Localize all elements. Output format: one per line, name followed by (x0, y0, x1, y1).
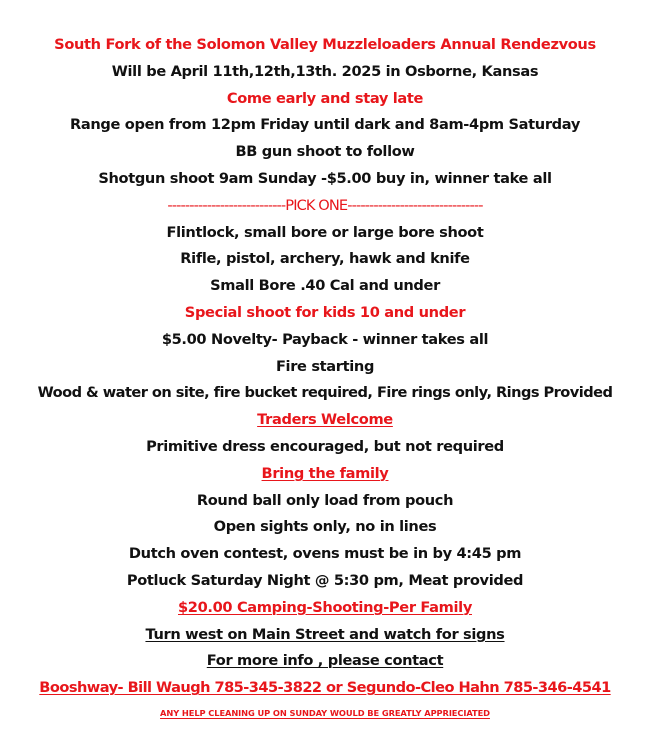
wood-water-line: Wood & water on site, fire bucket required, Fire rings only, Rings Provided (37, 384, 613, 402)
open-sights-line: Open sights only, no in lines (213, 518, 437, 536)
novelty-line: $5.00 Novelty- Payback - winner takes all (161, 330, 489, 348)
event-dates-location: Will be April 11th,12th,13th. 2025 in Osborne, Kansas (111, 62, 539, 80)
more-info-line: For more info , please contact (206, 652, 444, 670)
flyer-document (0, 32, 650, 724)
pick-one-divider: ---------------------------PICK ONE------------------------------- (167, 196, 483, 214)
rifle-pistol-line: Rifle, pistol, archery, hawk and knife (180, 250, 470, 268)
traders-welcome-line: Traders Welcome (257, 411, 393, 429)
shotgun-shoot-line: Shotgun shoot 9am Sunday -$5.00 buy in, winner take all (98, 169, 552, 187)
event-title: South Fork of the Solomon Valley Muzzleloaders Annual Rendezvous (54, 36, 596, 53)
flintlock-line: Flintlock, small bore or large bore shoot (166, 223, 484, 241)
contacts-line: Booshway- Bill Waugh 785-345-3822 or Segundo-Cleo Hahn 785-346-4541 (39, 679, 611, 697)
range-hours-line: Range open from 12pm Friday until dark and 8am-4pm Saturday (70, 116, 580, 134)
dutch-oven-line: Dutch oven contest, ovens must be in by 4:45 pm (128, 545, 522, 563)
round-ball-line: Round ball only load from pouch (196, 491, 454, 509)
cleanup-note: ANY HELP CLEANING UP ON SUNDAY WOULD BE GREATLY APPRIECIATED (160, 707, 490, 718)
fire-starting-line: Fire starting (275, 357, 375, 375)
camping-fee-line: $20.00 Camping-Shooting-Per Family (178, 598, 472, 616)
directions-line: Turn west on Main Street and watch for signs (145, 625, 505, 643)
bring-family-line: Bring the family (261, 464, 389, 482)
small-bore-line: Small Bore .40 Cal and under (210, 277, 440, 295)
come-early-line: Come early and stay late (226, 89, 424, 107)
primitive-dress-line: Primitive dress encouraged, but not required (146, 437, 504, 455)
kids-shoot-line: Special shoot for kids 10 and under (184, 303, 466, 321)
bb-gun-line: BB gun shoot to follow (235, 143, 415, 161)
potluck-line: Potluck Saturday Night @ 5:30 pm, Meat provided (126, 571, 524, 589)
